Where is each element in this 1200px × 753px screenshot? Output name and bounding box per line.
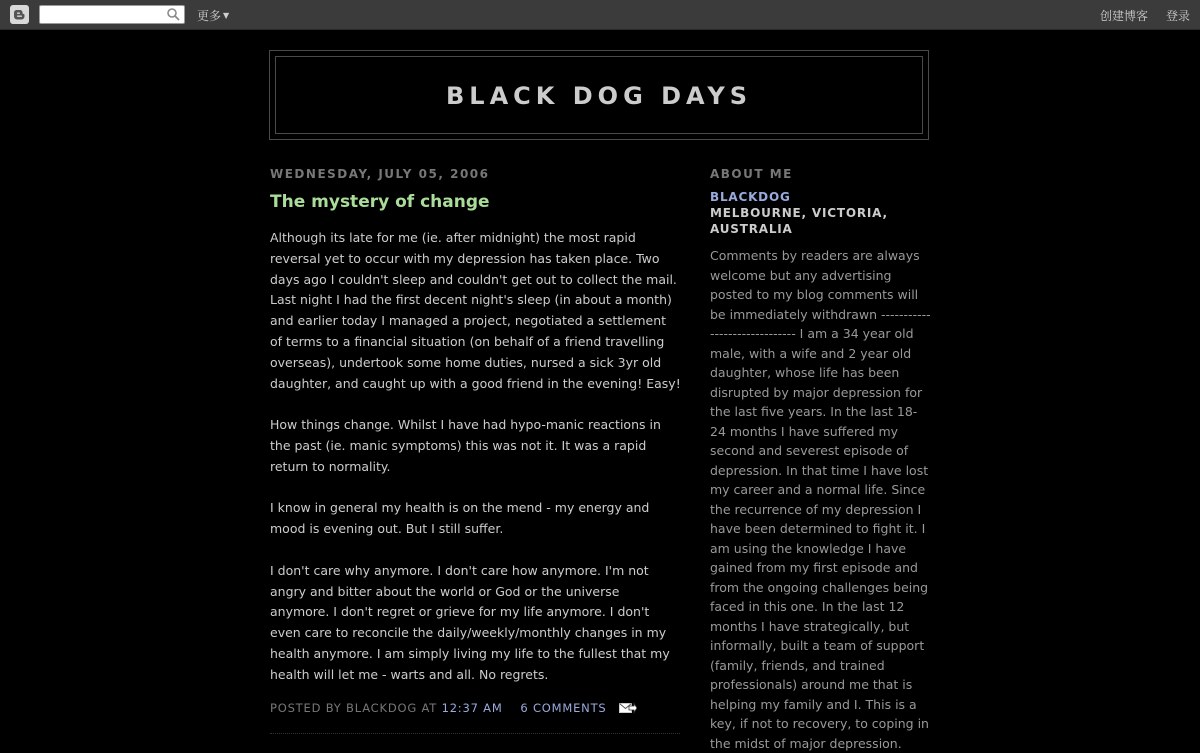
post-divider	[270, 733, 680, 734]
post-timestamp-link[interactable]: 12:37 AM	[441, 700, 503, 715]
sidebar	[710, 166, 932, 753]
post-date: WEDNESDAY, JULY 05, 2006	[270, 167, 490, 181]
search-input[interactable]	[42, 6, 160, 23]
profile-about-text: Comments by readers are always welcome but any advertising posted to my blog comments will be immediately withdrawn ------------------------------ I am a 34 year old male, with a wife and 2 year old daughter, whose life has been disrupted by major depression for the last five years. In the last 18-24 months I have suffered my second and severest episode of depression. In that time I have lost my career and a normal life. Since the recurrence of my depression I have been determined to fight it. I am using the knowledge I have gained from my first episode and from the ongoing challenges being faced in this one. In the last 12 months I have strategically, but informally, built a team of support (family, friends, and trained professionals) around me that is helping my family and I. This is a key, if not to recovery, to coping in the midst of major depression.	[710, 248, 931, 751]
post-paragraph: How things change. Whilst I have had hypo-manic reactions in the past (ie. manic symptoms) this was not it. It was a rapid return to normality.	[270, 417, 661, 474]
profile-location: MELBOURNE, VICTORIA, AUSTRALIA	[710, 206, 888, 236]
post-paragraph: Although its late for me (ie. after midnight) the most rapid reversal yet to occur with my depression has taken place. Two days ago I couldn't sleep and couldn't get out to collect the mail. Last night I had the first decent night's sleep (in about a month) and earlier today I managed a project, negotiated a settlement of terms to a financial situation (on behalf of a friend travelling overseas), undertook some home duties, nursed a sick 3yr old daughter, and caught up with a good friend in the evening! Easy!	[270, 230, 681, 391]
create-blog-link[interactable]: 创建博客	[1100, 9, 1149, 23]
search-box	[39, 5, 185, 24]
more-menu-button[interactable]	[197, 7, 229, 24]
blogger-logo-icon[interactable]	[10, 5, 29, 24]
post-paragraph: I know in general my health is on the mend - my energy and mood is evening out. But I still suffer.	[270, 500, 650, 537]
post-body	[270, 228, 682, 686]
blog-title[interactable]: BLACK DOG DAYS	[446, 82, 752, 110]
top-navbar	[0, 0, 1200, 30]
more-menu-label: 更多	[197, 9, 222, 23]
chevron-down-icon: ▼	[223, 11, 230, 20]
blog-header	[269, 50, 929, 140]
blog-header-inner	[275, 56, 923, 134]
profile-name-link[interactable]: BLACKDOG	[710, 190, 791, 204]
search-icon[interactable]	[166, 7, 181, 22]
about-me-heading: ABOUT ME	[710, 167, 793, 181]
comments-link[interactable]: 6 COMMENTS	[520, 700, 607, 715]
post-title[interactable]: The mystery of change	[270, 192, 490, 212]
post-paragraph: I don't care why anymore. I don't care how anymore. I'm not angry and bitter about the world or God or the universe anymore. I don't regret or grieve for my life anymore. I don't even care to reconcile the daily/weekly/monthly changes in my health anymore. I am simply living my life to the fullest that my health will let me - warts and all. No regrets.	[270, 562, 670, 682]
main-column	[270, 166, 682, 716]
post-footer	[270, 700, 682, 716]
email-post-icon[interactable]	[619, 701, 637, 714]
posted-by-text: POSTED BY BLACKDOG AT	[270, 700, 438, 715]
login-link[interactable]: 登录	[1166, 9, 1191, 23]
